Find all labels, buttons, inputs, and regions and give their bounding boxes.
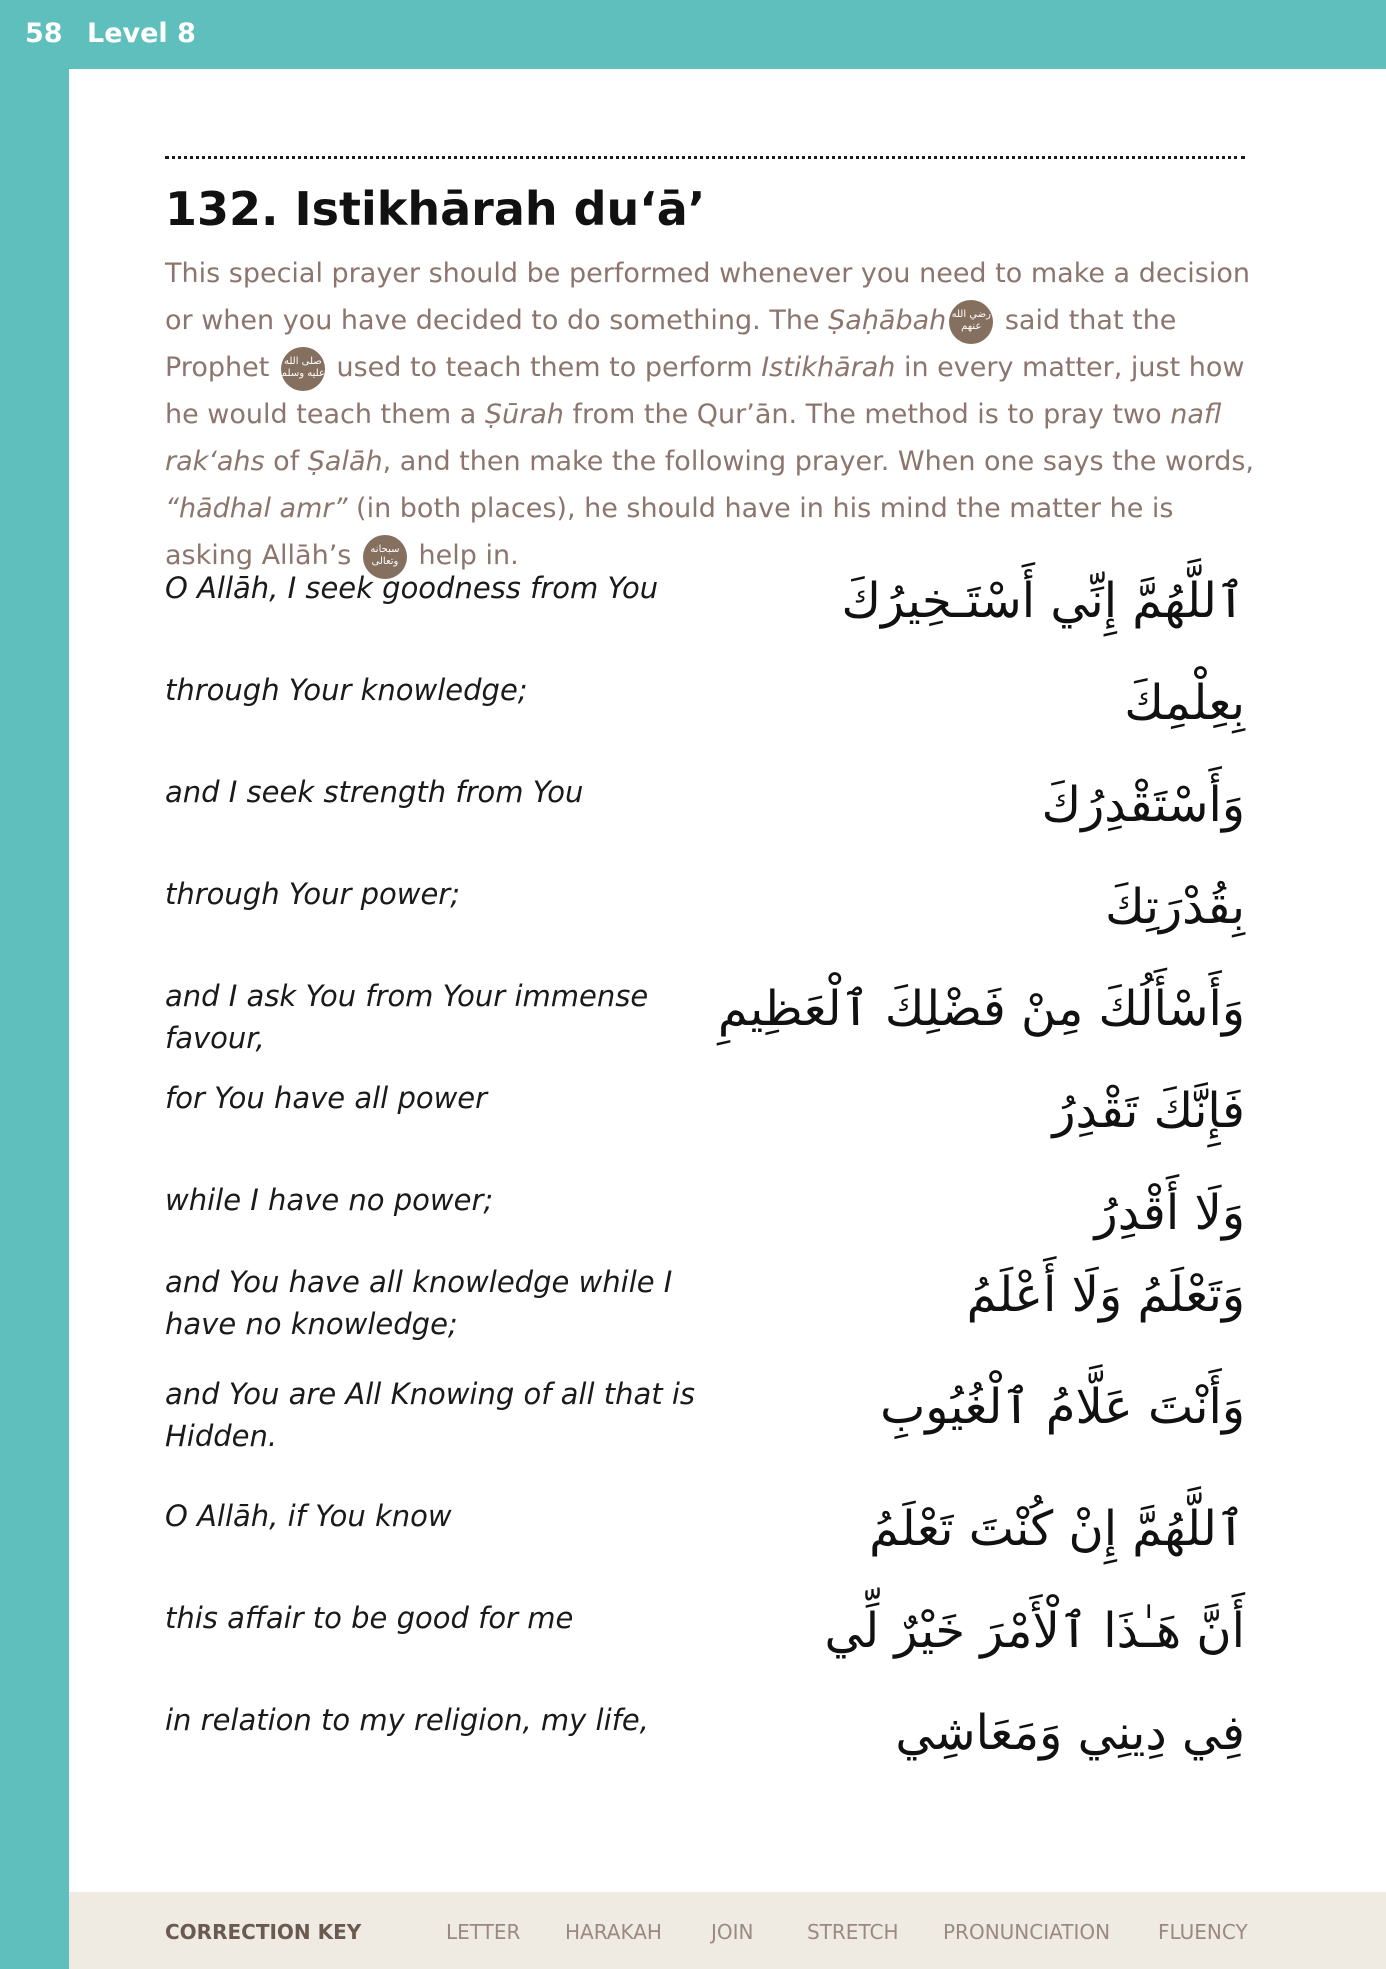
dotted-divider: [165, 156, 1245, 159]
intro-text: help in.: [409, 540, 519, 571]
dua-line: [165, 1495, 1245, 1595]
dua-line: [165, 1699, 1245, 1799]
arabic-text: وَأَنْتَ عَلَّامُ ٱلْغُيُوبِ: [880, 1379, 1245, 1435]
dua-line: [165, 1261, 1245, 1361]
arabic-text: أَنَّ هَـٰذَا ٱلْأَمْرَ خَيْرٌ لِّي: [824, 1603, 1245, 1659]
intro-text: , and then make the following prayer. When one says the words,: [382, 446, 1255, 477]
key-item-harakah: HARAKAH: [565, 1920, 662, 1944]
key-item-join: JOIN: [711, 1920, 754, 1944]
correction-key-title: CORRECTION KEY: [165, 1920, 362, 1944]
translation-text: and I ask You from Your immense favour,: [165, 979, 649, 1055]
translation-text: through Your knowledge;: [165, 673, 528, 707]
arabic-text: فِي دِينِي وَمَعَاشِي: [895, 1705, 1245, 1761]
intro-text: in every matter, just how he would teach them a: [165, 352, 1245, 430]
arabic-text: بِعِلْمِكَ: [1124, 675, 1245, 731]
intro-text: used to teach them to perform: [327, 352, 762, 383]
term-surah: Ṣūrah: [484, 399, 564, 430]
translation-text: and You have all knowledge while I have no knowledge;: [165, 1265, 673, 1341]
arabic-text: بِقُدْرَتِكَ: [1105, 879, 1245, 935]
arabic-text: وَأَسْتَقْدِرُكَ: [1041, 777, 1245, 833]
arabic-text: فَإِنَّكَ تَقْدِرُ: [1052, 1083, 1245, 1139]
dua-line: [165, 1077, 1245, 1177]
intro-paragraph: [165, 250, 1255, 579]
page-number: 58: [25, 18, 63, 49]
translation-text: for You have all power: [165, 1081, 488, 1115]
left-bar: [0, 0, 69, 1969]
dua-line: [165, 1373, 1245, 1473]
term-salah: Ṣalāh: [307, 446, 383, 477]
dua-line: [165, 975, 1245, 1075]
key-item-pronunciation: PRONUNCIATION: [943, 1920, 1111, 1944]
arabic-text: وَتَعْلَمُ وَلَا أَعْلَمُ: [966, 1267, 1245, 1323]
key-item-fluency: FLUENCY: [1158, 1920, 1248, 1944]
translation-text: O Allāh, I seek goodness from You: [165, 571, 659, 605]
key-item-stretch: STRETCH: [807, 1920, 899, 1944]
translation-text: O Allāh, if You know: [165, 1499, 452, 1533]
translation-text: while I have no power;: [165, 1183, 494, 1217]
arabic-text: ٱللَّهُمَّ إِنِّي أَسْتَـخِيرُكَ: [841, 573, 1245, 629]
translation-text: this affair to be good for me: [165, 1601, 574, 1635]
honorific-saw-icon: صلى الله عليه وسلم: [281, 347, 325, 391]
intro-text: from the Qur’ān. The method is to pray two: [563, 399, 1171, 430]
arabic-text: ٱللَّهُمَّ إِنْ كُنْتَ تَعْلَمُ: [869, 1501, 1245, 1557]
translation-text: in relation to my religion, my life,: [165, 1703, 649, 1737]
arabic-text: وَلَا أَقْدِرُ: [1094, 1185, 1245, 1241]
honorific-swt-icon: سبحانه وتعالى: [363, 535, 407, 579]
dua-line: [165, 771, 1245, 871]
translation-text: through Your power;: [165, 877, 460, 911]
dua-line: [165, 669, 1245, 769]
top-bar: [0, 0, 1386, 69]
term-hadhal-amr: “hādhal amr”: [165, 493, 348, 524]
key-item-letter: LETTER: [446, 1920, 521, 1944]
translation-text: and I seek strength from You: [165, 775, 584, 809]
intro-text: This special prayer should be performed whenever you need to make a decision or when you have decided to do something. The: [165, 258, 1250, 336]
intro-text: said that the Prophet: [165, 305, 1177, 383]
correction-key-footer: [69, 1892, 1386, 1969]
dua-line: [165, 1597, 1245, 1697]
dua-line: [165, 873, 1245, 973]
intro-text: of: [264, 446, 308, 477]
arabic-text: وَأَسْأَلُكَ مِنْ فَضْلِكَ ٱلْعَظِيمِ: [717, 981, 1245, 1037]
section-title: 132. Istikhārah du‘ā’: [165, 182, 706, 236]
term-nafl: nafl rak‘ahs: [165, 399, 1222, 477]
translation-text: and You are All Knowing of all that is Hidden.: [165, 1377, 696, 1453]
level-label: Level 8: [87, 18, 196, 49]
dua-line: [165, 567, 1245, 667]
honorific-ra-icon: رضي الله عنهم: [949, 300, 993, 344]
intro-text: (in both places), he should have in his mind the matter he is asking Allāh’s: [165, 493, 1174, 571]
term-istikharah: Istikhārah: [761, 352, 896, 383]
term-sahabah: Ṣaḥābah: [828, 305, 947, 336]
